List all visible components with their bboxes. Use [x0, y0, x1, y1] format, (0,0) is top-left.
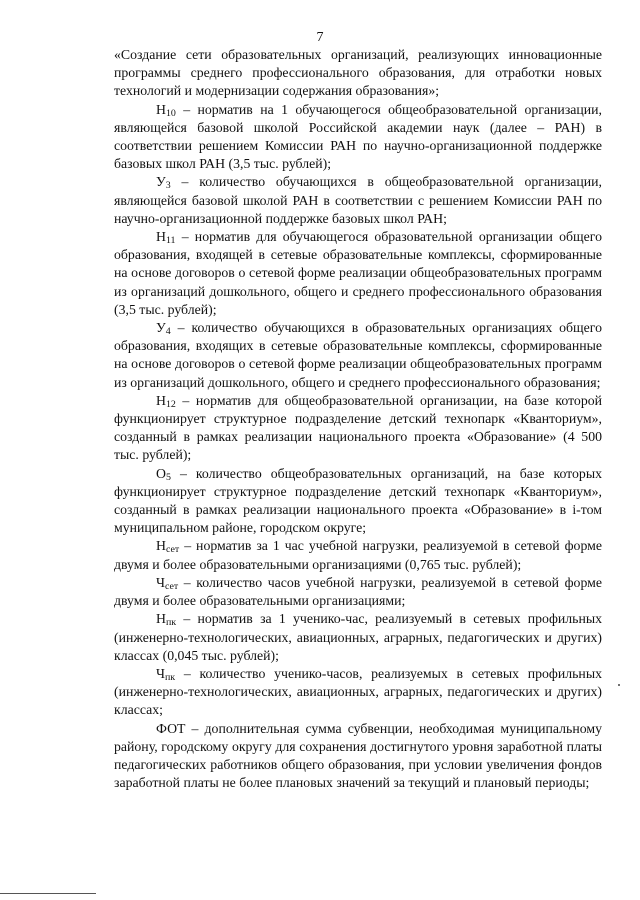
paragraph-text: – количество ученико-часов, реализуемых в сетевых профильных (инженерно-технологических, авиационных, аграрных, педагогических и других) классах; [114, 665, 602, 718]
paragraph-h-set [114, 537, 602, 573]
paragraph-text: – норматив за 1 ученико-час, реализуемый в сетевых профильных (инженерно-технологических, авиационных, аграрных, педагогических и других) классах (0,045 тыс. рублей); [114, 611, 602, 663]
page-number: 7 [316, 30, 324, 45]
paragraph-text: – количество общеобразовательных организаций, на базе которых функционирует структурное подразделение детский технопарк «Кванториум», созданный в рамках реализации национального проекта «Образование» в i-том муниципальном районе, городском округе; [114, 465, 602, 536]
variable-symbol: У [156, 320, 166, 336]
paragraph-h11 [114, 228, 602, 319]
paragraph-intro [114, 46, 602, 101]
variable-subscript: 10 [165, 107, 176, 119]
paragraph-text: – норматив за 1 час учебной нагрузки, реализуемой в сетевой форме двумя и более образовательными организациями (0,765 тыс. рублей); [114, 538, 602, 572]
paragraph-text: – норматив для общеобразовательной организации, на базе которой функционирует структурное подразделение детский технопарк «Кванториум», созданный в рамках реализации национального проекта «Образование» (4 500 тыс. рублей); [114, 392, 602, 463]
paragraph-text: – количество обучающихся в общеобразовательной организации, являющейся базовой школой РАН в соответствии с решением Комиссии РАН по научно-организационной поддержке базовых школ РАН; [114, 174, 602, 226]
variable-symbol: Н [156, 101, 166, 117]
paragraph-h10 [114, 101, 602, 174]
paragraph-h-pk [114, 610, 602, 665]
scan-mark [618, 684, 620, 686]
variable-symbol: Ч [156, 665, 165, 681]
variable-symbol: О [156, 465, 166, 481]
variable-symbol: Ч [156, 574, 165, 590]
variable-subscript: пк [165, 617, 177, 629]
variable-subscript: 5 [165, 471, 171, 483]
paragraph-ch-pk [114, 665, 602, 720]
paragraph-ch-set [114, 574, 602, 610]
paragraph-text: – норматив на 1 обучающегося общеобразовательной организации, являющейся базовой школой Российской академии наук (далее – РАН) в соответствии решением Комиссии РАН по научно-организационной поддержке базовых школ РАН (3,5 тыс. рублей); [114, 101, 602, 172]
paragraph-text: – количество часов учебной нагрузки, реализуемой в сетевой форме двумя и более образовательными организациями; [114, 574, 602, 609]
paragraph-h12 [114, 392, 602, 465]
paragraph-text: – количество обучающихся в образовательных организациях общего образования, входящих в сетевые образовательные комплексы, сформированные на основе договоров о сетевой форме реализации общеобразовательных программ из организаций дошкольного, общего и среднего профессионального образования; [114, 320, 602, 390]
variable-subscript: 3 [165, 180, 171, 192]
variable-symbol: У [156, 174, 166, 190]
variable-subscript: 11 [165, 235, 176, 247]
variable-subscript: пк [164, 672, 176, 684]
paragraph-u3 [114, 173, 602, 228]
body-text [114, 46, 602, 792]
variable-subscript: 4 [165, 326, 171, 338]
variable-subscript: сет [165, 544, 180, 556]
variable-symbol: Н [156, 538, 166, 554]
paragraph-u4 [114, 319, 602, 392]
paragraph-text: ФОТ – дополнительная сумма субвенции, необходимая муниципальному району, городскому округу для сохранения достигнутого уровня заработной платы педагогических работников общего образования, при условии увеличения фондов заработной платы не более плановых значений за текущий и плановый периоды; [114, 720, 602, 791]
variable-symbol: Н [156, 392, 166, 408]
paragraph-text: – норматив для обучающегося образовательной организации общего образования, входящей в сетевые образовательные комплексы, сформированные на основе договоров о сетевой форме реализации общеобразовательных программ из организаций дошкольного, общего и среднего профессионального образования (3,5 тыс. рублей); [114, 229, 602, 317]
paragraph-o5 [114, 465, 602, 538]
paragraph-fot [114, 720, 602, 793]
paragraph-text: «Создание сети образовательных организаций, реализующих инновационные программы среднего профессионального образования, для отработки новых технологий и модернизации содержания образования»; [114, 47, 602, 99]
variable-symbol: Н [156, 611, 166, 627]
footnote-rule [0, 893, 96, 894]
variable-subscript: 12 [165, 399, 176, 411]
variable-subscript: сет [164, 581, 179, 593]
variable-symbol: Н [156, 229, 166, 245]
